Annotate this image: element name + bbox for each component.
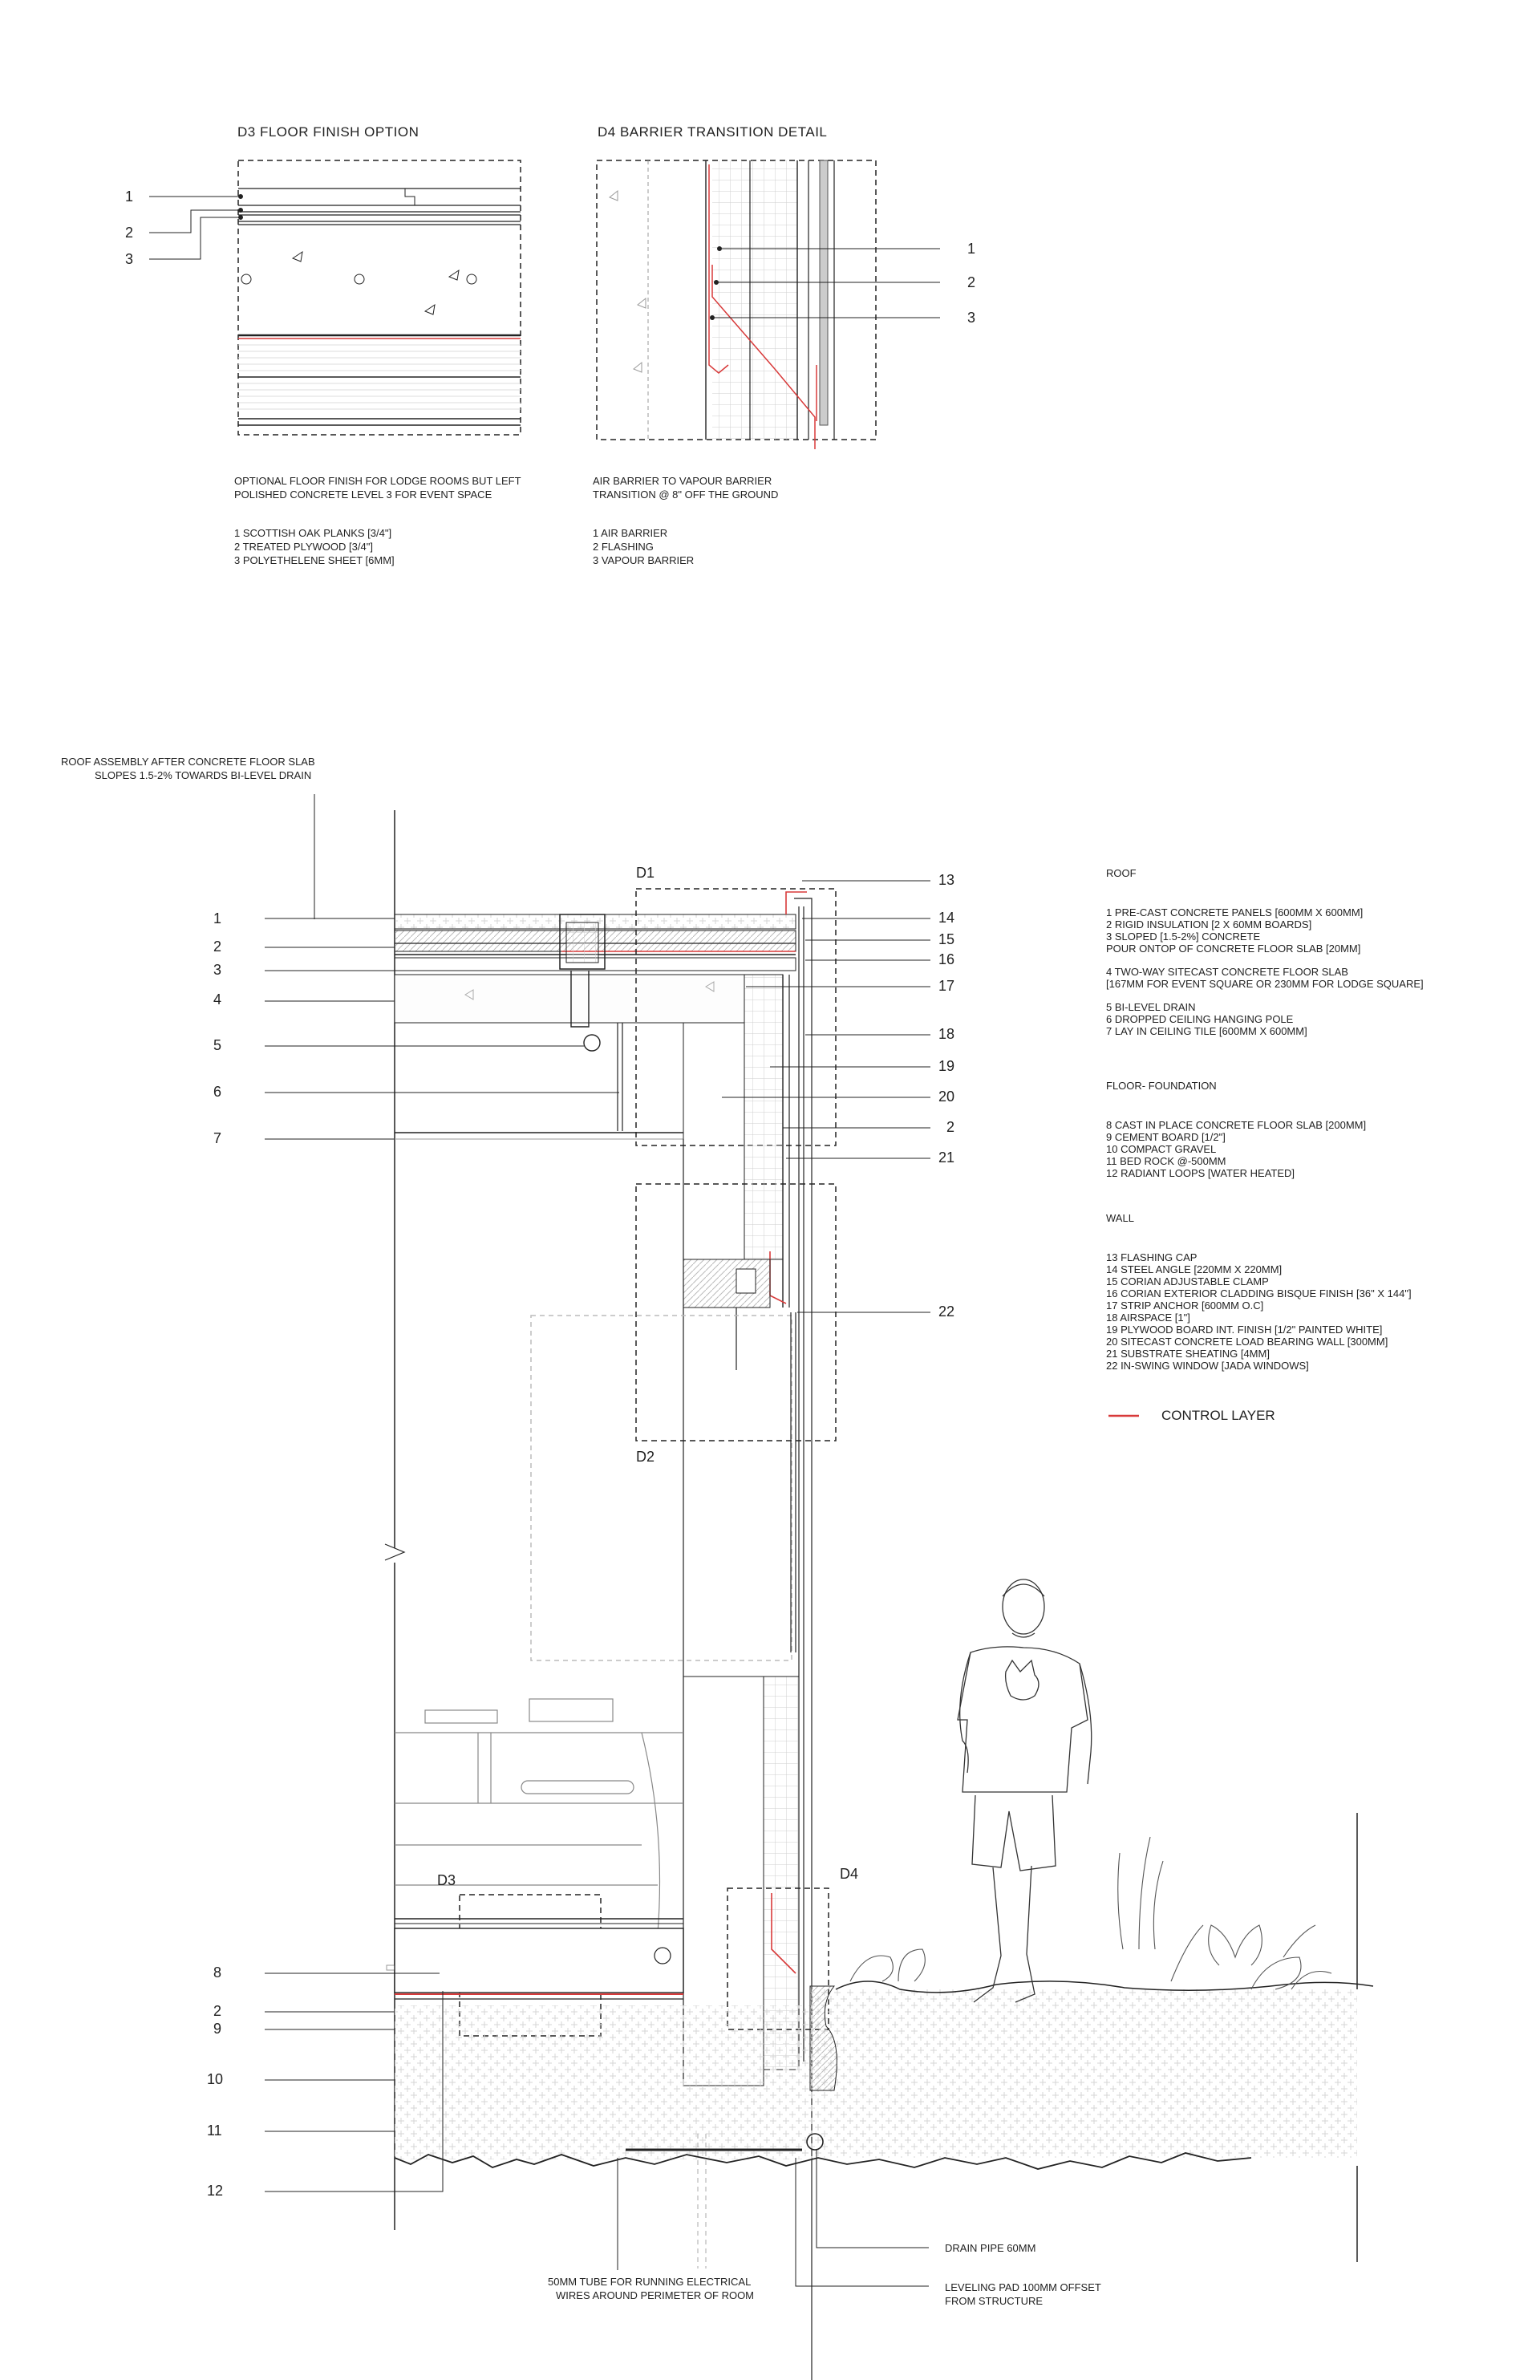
detail-label-d1: D1: [636, 865, 655, 881]
legend-spacer: [1106, 955, 1424, 966]
d3-title: D3 FLOOR FINISH OPTION: [237, 124, 419, 140]
detail-label-d4: D4: [840, 1866, 859, 1882]
person-figure: [958, 1579, 1092, 2002]
legend-item: 15 CORIAN ADJUSTABLE CLAMP: [1106, 1275, 1269, 1287]
d4-description-line: AIR BARRIER TO VAPOUR BARRIER: [593, 475, 772, 487]
leveling-pad-line: LEVELING PAD 100MM OFFSET: [945, 2281, 1101, 2293]
legend-item: 21 SUBSTRATE SHEATING [4MM]: [1106, 1348, 1270, 1360]
callout-16: 16: [938, 951, 955, 967]
legend-item: 16 CORIAN EXTERIOR CLADDING BISQUE FINISH [36" X 144"]: [1106, 1287, 1412, 1299]
d4-item: 2 FLASHING: [593, 541, 654, 553]
legend-spacer: [1106, 990, 1424, 1001]
d3-detail: [149, 160, 521, 435]
d4-items: [593, 526, 694, 567]
d3-description: [234, 474, 521, 501]
leveling-pad-note: [945, 2281, 1101, 2308]
tube-note: [548, 2275, 754, 2302]
legend-item: 17 STRIP ANCHOR [600MM O.C]: [1106, 1299, 1264, 1312]
d4-detail: [597, 160, 940, 449]
d3-callout-1: 1: [125, 189, 134, 205]
callout-17: 17: [938, 978, 955, 994]
d4-callout-3: 3: [967, 310, 976, 326]
callout-1: 1: [213, 910, 222, 926]
legend-item: 7 LAY IN CEILING TILE [600MM X 600MM]: [1106, 1025, 1307, 1037]
legend-item: 9 CEMENT BOARD [1/2"]: [1106, 1131, 1226, 1143]
d4-description: [593, 474, 778, 501]
d4-callout-2: 2: [967, 274, 976, 290]
legend-item: 11 BED ROCK @-500MM: [1106, 1155, 1226, 1167]
legend-item: 8 CAST IN PLACE CONCRETE FLOOR SLAB [200MM]: [1106, 1119, 1367, 1131]
callout-3: 3: [213, 962, 222, 978]
callout-15: 15: [938, 931, 955, 947]
callout-19: 19: [938, 1058, 955, 1074]
legend-item: 3 SLOPED [1.5-2%] CONCRETE: [1106, 931, 1261, 943]
d4-item: 1 AIR BARRIER: [593, 527, 668, 539]
legend-item: 18 AIRSPACE [1"]: [1106, 1312, 1190, 1324]
callout-20: 20: [938, 1089, 955, 1105]
legend-item: 4 TWO-WAY SITECAST CONCRETE FLOOR SLAB: [1106, 966, 1348, 978]
d3-callout-3: 3: [125, 251, 134, 267]
tube-note-line: 50MM TUBE FOR RUNNING ELECTRICAL: [548, 2276, 752, 2288]
callout-2b: 2: [213, 2003, 222, 2019]
d3-description-line: OPTIONAL FLOOR FINISH FOR LODGE ROOMS BUT LEFT: [234, 475, 521, 487]
legend-floor-heading: FLOOR- FOUNDATION: [1106, 1080, 1217, 1092]
legend-item: [167MM FOR EVENT SQUARE OR 230MM FOR LODGE SQUARE]: [1106, 978, 1424, 990]
callout-2c: 2: [946, 1119, 955, 1135]
legend-wall-list: [1106, 1251, 1412, 1372]
detail-label-d3: D3: [437, 1872, 456, 1888]
legend-item: POUR ONTOP OF CONCRETE FLOOR SLAB [20MM]: [1106, 943, 1361, 955]
d4-callout-1: 1: [967, 241, 976, 257]
callout-13: 13: [938, 872, 955, 888]
legend-roof-heading: ROOF: [1106, 867, 1137, 879]
roof-note: [61, 755, 315, 782]
d3-item: 1 SCOTTISH OAK PLANKS [3/4"]: [234, 527, 392, 539]
tube-note-line: WIRES AROUND PERIMETER OF ROOM: [556, 2289, 755, 2301]
callout-5: 5: [213, 1037, 222, 1053]
d3-callout-2: 2: [125, 225, 134, 241]
legend-wall-heading: WALL: [1106, 1212, 1134, 1224]
legend-item: 10 COMPACT GRAVEL: [1106, 1143, 1217, 1155]
d3-description-line: POLISHED CONCRETE LEVEL 3 FOR EVENT SPACE: [234, 489, 492, 501]
callout-7: 7: [213, 1130, 222, 1146]
legend-item: 14 STEEL ANGLE [220MM X 220MM]: [1106, 1263, 1283, 1275]
roof-note-line: SLOPES 1.5-2% TOWARDS BI-LEVEL DRAIN: [95, 769, 312, 781]
legend-floor-list: [1106, 1119, 1366, 1179]
control-layer-label: CONTROL LAYER: [1161, 1408, 1275, 1423]
callout-9: 9: [213, 2021, 222, 2037]
legend-item: 1 PRE-CAST CONCRETE PANELS [600MM X 600MM]: [1106, 906, 1364, 918]
d3-item: 2 TREATED PLYWOOD [3/4"]: [234, 541, 373, 553]
callout-4: 4: [213, 991, 222, 1008]
d4-item: 3 VAPOUR BARRIER: [593, 554, 695, 566]
legend-item: 19 PLYWOOD BOARD INT. FINISH [1/2" PAINTED WHITE]: [1106, 1324, 1383, 1336]
callout-2: 2: [213, 939, 222, 955]
d4-title: D4 BARRIER TRANSITION DETAIL: [598, 124, 828, 140]
plants: [850, 1837, 1331, 1989]
d3-item: 3 POLYETHELENE SHEET [6MM]: [234, 554, 395, 566]
callout-18: 18: [938, 1026, 955, 1042]
legend-item: 20 SITECAST CONCRETE LOAD BEARING WALL [300MM]: [1106, 1336, 1388, 1348]
callout-12: 12: [207, 2183, 224, 2199]
legend-item: 13 FLASHING CAP: [1106, 1251, 1198, 1263]
callout-8: 8: [213, 1964, 222, 1981]
roof-note-line: ROOF ASSEMBLY AFTER CONCRETE FLOOR SLAB: [61, 756, 315, 768]
legend-item: 5 BI-LEVEL DRAIN: [1106, 1001, 1196, 1013]
d3-items: [234, 526, 395, 567]
legend-roof-list: [1106, 906, 1424, 1037]
callout-11: 11: [207, 2123, 222, 2139]
legend-item: 12 RADIANT LOOPS [WATER HEATED]: [1106, 1167, 1295, 1179]
callout-6: 6: [213, 1084, 222, 1100]
callout-14: 14: [938, 910, 955, 926]
detail-label-d2: D2: [636, 1449, 655, 1465]
leveling-pad-line: FROM STRUCTURE: [945, 2295, 1044, 2307]
legend-item: 2 RIGID INSULATION [2 X 60MM BOARDS]: [1106, 918, 1312, 931]
legend-item: 6 DROPPED CEILING HANGING POLE: [1106, 1013, 1294, 1025]
drain-pipe-note: DRAIN PIPE 60MM: [945, 2242, 1036, 2254]
d4-description-line: TRANSITION @ 8" OFF THE GROUND: [593, 489, 779, 501]
callout-21: 21: [938, 1149, 955, 1166]
callout-10: 10: [207, 2071, 224, 2087]
legend-item: 22 IN-SWING WINDOW [JADA WINDOWS]: [1106, 1360, 1309, 1372]
callout-22: 22: [938, 1304, 955, 1320]
